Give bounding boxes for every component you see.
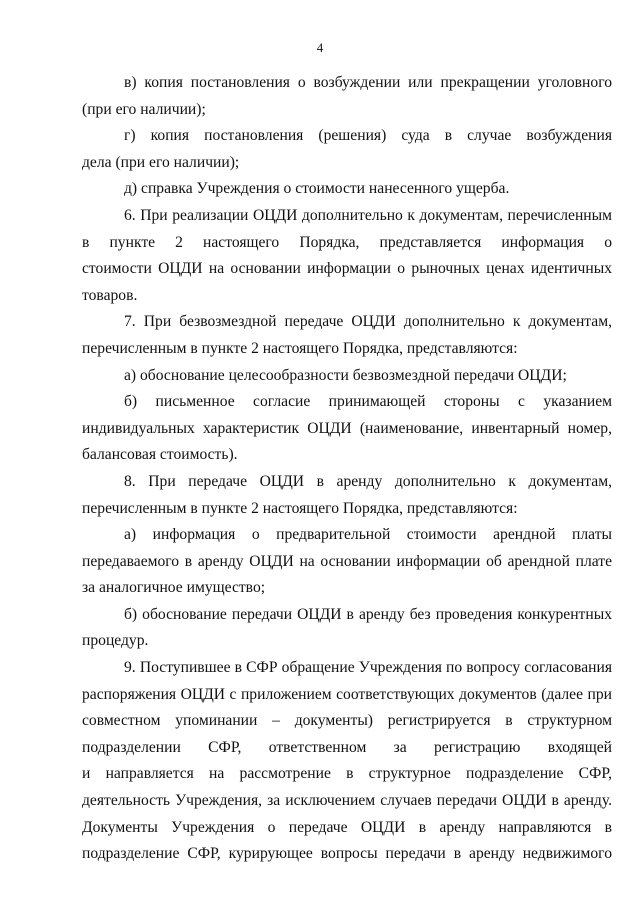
text-line: 6. При реализации ОЦДИ дополнительно к документам, перечисленным xyxy=(124,206,612,224)
text-line: процедур. xyxy=(82,632,149,650)
text-line: деятельность Учреждения, за исключением случаев передачи ОЦДИ в аренду. xyxy=(82,792,612,810)
text-line: перечисленным в пункте 2 настоящего Порядка, представляются: xyxy=(82,499,518,517)
text-line: и направляется на рассмотрение в структурное подразделение СФР, xyxy=(82,765,612,783)
page-number: 4 xyxy=(316,40,324,55)
text-line: перечисленным в пункте 2 настоящего Порядка, представляются: xyxy=(82,339,518,357)
document-body xyxy=(82,70,612,868)
text-line: 7. При безвозмездной передаче ОЦДИ дополнительно к документам, xyxy=(124,313,612,331)
text-line: передаваемого в аренду ОЦДИ на основании информации об арендной плате xyxy=(82,552,612,570)
text-line: в) копия постановления о возбуждении или прекращении уголовного xyxy=(124,74,612,91)
text-line: дела (при его наличии); xyxy=(82,153,240,171)
text-line: товаров. xyxy=(82,286,138,304)
text-line: подразделении СФР, ответственном за регистрацию входящей xyxy=(82,738,612,756)
text-line: д) справка Учреждения о стоимости нанесенного ущерба. xyxy=(124,180,510,198)
text-line: а) обоснование целесообразности безвозмездной передачи ОЦДИ; xyxy=(124,366,567,384)
text-line: а) информация о предварительной стоимости арендной платы xyxy=(124,526,612,544)
text-line: стоимости ОЦДИ на основании информации о рыночных ценах идентичных xyxy=(82,260,612,278)
text-line: 9. Поступившее в СФР обращение Учреждения по вопросу согласования xyxy=(124,659,612,677)
text-line: 8. При передаче ОЦДИ в аренду дополнительно к документам, xyxy=(124,472,612,490)
text-line: балансовая стоимость). xyxy=(82,446,238,464)
text-line: распоряжения ОЦДИ с приложением соответствующих документов (далее при xyxy=(82,685,612,703)
text-line: в пункте 2 настоящего Порядка, представляется информация о xyxy=(82,233,612,251)
text-line: Документы Учреждения о передаче ОЦДИ в аренду направляются в xyxy=(82,818,612,836)
text-line: совместном упоминании – документы) регистрируется в структурном xyxy=(82,712,612,730)
text-line: индивидуальных характеристик ОЦДИ (наименование, инвентарный номер, xyxy=(82,419,612,437)
text-line: г) копия постановления (решения) суда в случае возбуждения xyxy=(124,127,612,145)
text-line: (при его наличии); xyxy=(82,100,206,118)
text-line: за аналогичное имущество; xyxy=(82,579,266,597)
text-line: б) обоснование передачи ОЦДИ в аренду без проведения конкурентных xyxy=(124,605,612,623)
text-line: б) письменное согласие принимающей стороны с указанием xyxy=(124,393,612,411)
text-line: подразделение СФР, курирующее вопросы передачи в аренду недвижимого xyxy=(82,845,612,863)
